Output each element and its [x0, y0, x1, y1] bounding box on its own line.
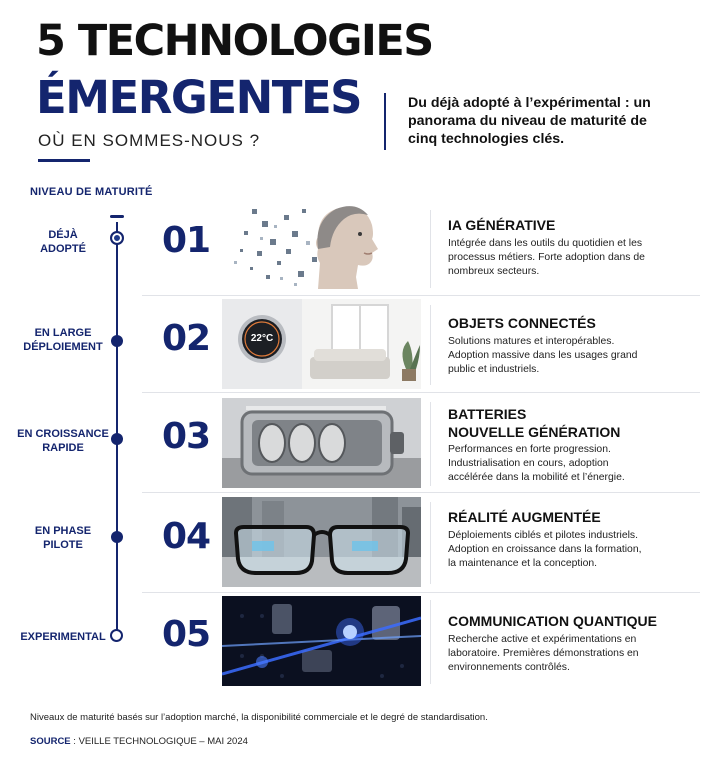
level-dot-4 [111, 531, 123, 543]
quantum-laser-photo [222, 596, 421, 686]
tech-title-3 [448, 405, 620, 441]
thermostat-photo [222, 299, 421, 389]
tech-title-2-line1: OBJETS CONNECTÉS [448, 315, 596, 331]
level-label-5 [13, 630, 113, 644]
tech-number-5: 05 [162, 614, 211, 655]
level-dot-5 [110, 629, 123, 642]
tech-number-2: 02 [162, 318, 211, 359]
tech-desc-3: Performances en forte progression. Industrialisation en cours, adoption accélérée dans la mobilité et l’énergie. [448, 444, 625, 483]
battery-photo [222, 398, 421, 488]
page-title-line1: 5 TECHNOLOGIES [36, 16, 433, 66]
tech-number-3: 03 [162, 416, 211, 457]
maturity-scale-title: NIVEAU DE MATURITÉ [30, 186, 153, 198]
column-divider [430, 305, 431, 385]
column-divider [430, 600, 431, 684]
tech-title-5 [448, 612, 657, 630]
thermostat-display: 22°C [250, 333, 274, 344]
row-divider [142, 492, 700, 493]
row-divider [142, 592, 700, 593]
column-divider [430, 502, 431, 584]
source-line [30, 736, 248, 747]
level-label-3-line1: EN CROISSANCE [17, 428, 109, 440]
level-dot-1 [110, 231, 124, 245]
tech-title-2 [448, 314, 596, 332]
column-divider [430, 210, 431, 288]
source-label: SOURCE [30, 736, 71, 747]
level-label-3 [13, 427, 113, 455]
level-label-1-line2: ADOPTÉ [40, 243, 86, 255]
maturity-axis-cap [110, 215, 124, 218]
tech-title-4 [448, 508, 601, 526]
tech-title-4-line1: RÉALITÉ AUGMENTÉE [448, 509, 601, 525]
title-underline [38, 159, 90, 162]
tech-title-3-line2: NOUVELLE GÉNÉRATION [448, 424, 621, 440]
level-label-4-line1: EN PHASE [34, 525, 92, 537]
level-label-3-line2: RAPIDE [42, 442, 84, 454]
column-divider [430, 402, 431, 486]
level-label-4-line2: PILOTE [43, 539, 83, 551]
level-label-4 [13, 524, 113, 552]
tech-desc-1: Intégrée dans les outils du quotidien et les processus métiers. Forte adoption dans de nombreux secteurs. [448, 238, 645, 277]
tech-desc-2: Solutions matures et interopérables. Adoption massive dans les usages grand public et industriels. [448, 336, 638, 375]
level-dot-3 [111, 433, 123, 445]
level-label-2-line2: DÉPLOIEMENT [23, 341, 103, 353]
row-divider [142, 295, 700, 296]
tech-desc-4: Déploiements ciblés et pilotes industriels. Adoption en croissance dans la formation, la maintenance et la conception. [448, 530, 642, 569]
row-divider [142, 392, 700, 393]
tech-number-4: 04 [162, 516, 211, 557]
ai-head-photo [222, 201, 421, 289]
level-label-2 [13, 326, 113, 354]
level-label-1-line1: DÉJÀ [48, 229, 78, 241]
footnote: Niveaux de maturité basés sur l’adoption marché, la disponibilité commerciale et le degré de standardisation. [30, 712, 488, 723]
level-dot-2 [111, 335, 123, 347]
source-text: : VEILLE TECHNOLOGIQUE – MAI 2024 [70, 736, 248, 747]
tech-desc-5: Recherche active et expérimentations en laboratoire. Premières démonstrations en environnements contrôlés. [448, 634, 639, 673]
tech-title-3-line1: BATTERIES [448, 406, 527, 422]
ar-glasses-photo [222, 497, 421, 587]
level-label-2-line1: EN LARGE [34, 327, 92, 339]
level-label-5-line1: EXPERIMENTAL [20, 631, 106, 643]
tech-title-1-line1: IA GÉNÉRATIVE [448, 217, 556, 233]
maturity-axis-line [116, 222, 118, 634]
tech-number-1: 01 [162, 220, 211, 261]
page-title-line2: ÉMERGENTES [36, 71, 362, 124]
level-label-1 [13, 228, 113, 256]
page-subtitle: OÙ EN SOMMES-NOUS ? [38, 131, 261, 150]
tech-title-1 [448, 216, 555, 234]
intro-text: Du déjà adopté à l’expérimental : un panorama du niveau de maturité de cinq technologies clés. [408, 95, 651, 147]
intro-accent-bar [384, 93, 386, 150]
tech-title-5-line1: COMMUNICATION QUANTIQUE [448, 613, 657, 629]
